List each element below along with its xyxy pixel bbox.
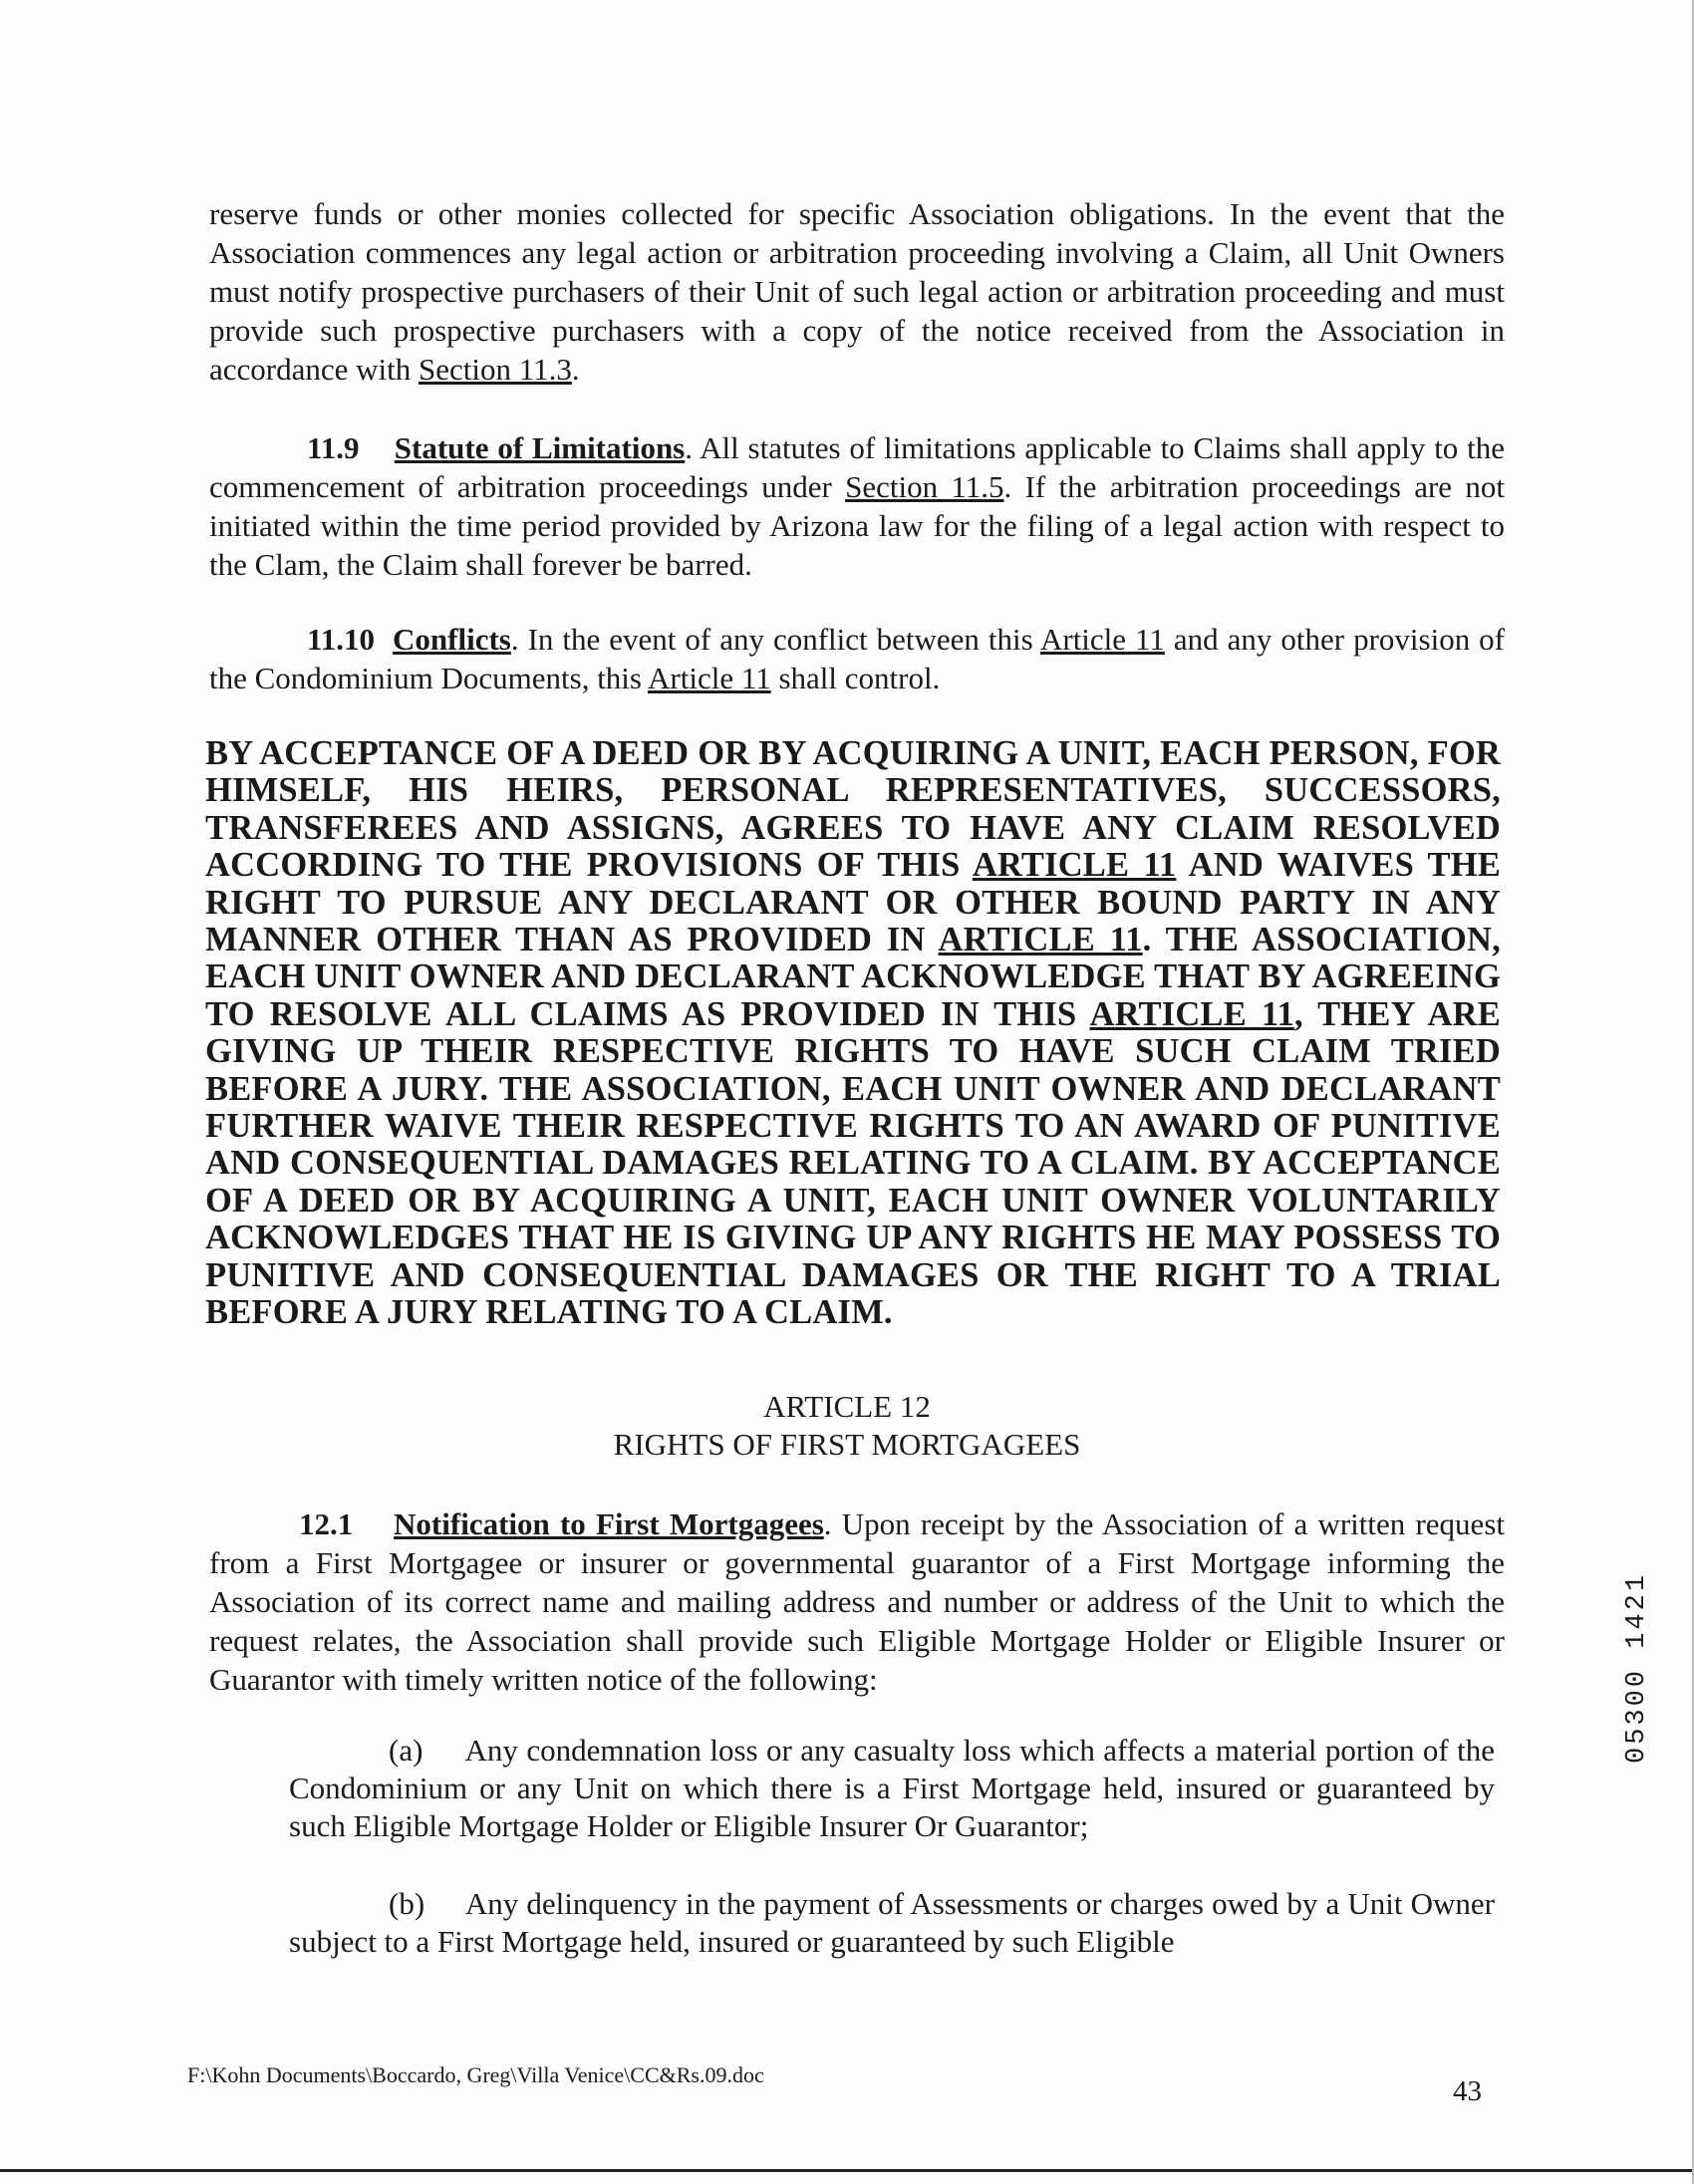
article-12-number: ARTICLE 12 xyxy=(763,1389,931,1424)
paragraph-text: . In the event of any conflict between this xyxy=(510,622,1040,657)
section-title: Statute of Limitations xyxy=(394,430,686,465)
section-12-1 xyxy=(209,1504,1505,1699)
section-11-9 xyxy=(209,428,1505,584)
page-number: 43 xyxy=(1453,2075,1482,2107)
section-reference: Section 11.3 xyxy=(419,352,572,387)
paragraph-text: . All statutes of limitations applicable to Claims shall apply to the commencement of arbitration proceedings under xyxy=(209,430,1505,504)
paragraph-text: and any other provision of the Condominium Documents, this xyxy=(209,622,1506,695)
waiver-text: , THEY ARE GIVING UP THEIR RESPECTIVE RIGHTS TO HAVE SUCH CLAIM TRIED BEFORE A JURY. THE ASSOCIATION, EACH UNIT OWNER AND DECLARANT FURTHER WAIVE THEIR RESPECTIVE RIGHTS TO AN AWARD OF PUNITIVE AND CONSEQUENTIAL DAMAGES RELATING TO A CLAIM. BY ACCEPTANCE OF A DEED OR BY ACQUIRING A UNIT, EACH UNIT OWNER VOLUNTARILY ACKNOWLEDGES THAT HE IS GIVING UP ANY RIGHTS HE MAY POSSESS TO PUNITIVE AND CONSEQUENTIAL DAMAGES OR THE RIGHT TO A TRIAL BEFORE A JURY RELATING TO A CLAIM. xyxy=(205,994,1501,1332)
paragraph-continuation xyxy=(209,194,1505,389)
section-reference: Section 11.5 xyxy=(845,469,1004,504)
waiver-text: AND WAIVES THE RIGHT TO PURSUE ANY DECLARANT OR OTHER BOUND PARTY IN ANY MANNER OTHER THAN AS PROVIDED IN xyxy=(205,846,1501,959)
list-item-text: Any delinquency in the payment of Assessments or charges owed by a Unit Owner subject to a First Mortgage held, insured or guaranteed by such Eligible xyxy=(289,1886,1495,1959)
waiver-text: . THE ASSOCIATION, EACH UNIT OWNER AND DECLARANT ACKNOWLEDGE THAT BY AGREEING TO RESOLVE ALL CLAIMS AS PROVIDED IN THIS xyxy=(205,921,1501,1033)
list-item-b xyxy=(289,1885,1495,1961)
article-reference: ARTICLE 11 xyxy=(972,846,1177,885)
article-reference: ARTICLE 11 xyxy=(1089,994,1294,1033)
article-reference: Article 11 xyxy=(648,661,771,695)
article-12-title: RIGHTS OF FIRST MORTGAGEES xyxy=(613,1427,1081,1462)
recording-stamp: 05300 1421 xyxy=(1622,1571,1652,1764)
paragraph-text: . Upon receipt by the Association of a written request from a First Mortgagee or insurer or governmental guarantor of a First Mortgage informing the Association of its correct name and mailing address and number or address of the Unit to which the request relates, the Association shall provide such Eligible Mortgage Holder or Eligible Insurer or Guarantor with timely written notice of the following: xyxy=(209,1506,1505,1697)
article-reference: ARTICLE 11 xyxy=(938,921,1143,959)
list-item-a xyxy=(289,1732,1495,1845)
paragraph-text: reserve funds or other monies collected for specific Association obligations. In the event that the Association commences any legal action or arbitration proceeding involving a Claim, all Unit Owners must notify prospective purchasers of their Unit of such legal action or arbitration proceeding and must provide such prospective purchasers with a copy of the notice received from the Association in accordance with xyxy=(209,196,1505,387)
paragraph-text: . xyxy=(571,352,580,387)
section-title: Conflicts xyxy=(393,622,511,657)
list-label: (b) xyxy=(389,1886,425,1921)
article-reference: Article 11 xyxy=(1039,622,1165,657)
section-11-10 xyxy=(209,620,1505,697)
list-item-text: Any condemnation loss or any casualty loss which affects a material portion of the Condominium or any Unit on which there is a First Mortgage held, insured or guaranteed by such Eligible Mortgage Holder or Eligible Insurer Or Guarantor; xyxy=(289,1733,1495,1843)
footer-file-path: F:\Kohn Documents\Boccardo, Greg\Villa Venice\CC&Rs.09.doc xyxy=(187,2062,764,2087)
jury-waiver-paragraph xyxy=(205,735,1501,1332)
section-title: Notification to First Mortgagees xyxy=(394,1506,824,1541)
section-number: 11.9 xyxy=(307,430,360,465)
list-label: (a) xyxy=(389,1733,424,1768)
section-number: 12.1 xyxy=(299,1506,354,1541)
paragraph-text: shall control. xyxy=(770,661,941,695)
section-number: 11.10 xyxy=(307,622,376,657)
waiver-text: BY ACCEPTANCE OF A DEED OR BY ACQUIRING A UNIT, EACH PERSON, FOR HIMSELF, HIS HEIRS, PERSONAL REPRESENTATIVES, SUCCESSORS, TRANSFEREES AND ASSIGNS, AGREES TO HAVE ANY CLAIM RESOLVED ACCORDING TO THE PROVISIONS OF THIS xyxy=(205,734,1501,885)
paragraph-text: . If the arbitration proceedings are not initiated within the time period provided by Arizona law for the filing of a legal action with respect to the Clam, the Claim shall forever be barred. xyxy=(209,469,1505,582)
bottom-rule xyxy=(0,2169,1694,2172)
